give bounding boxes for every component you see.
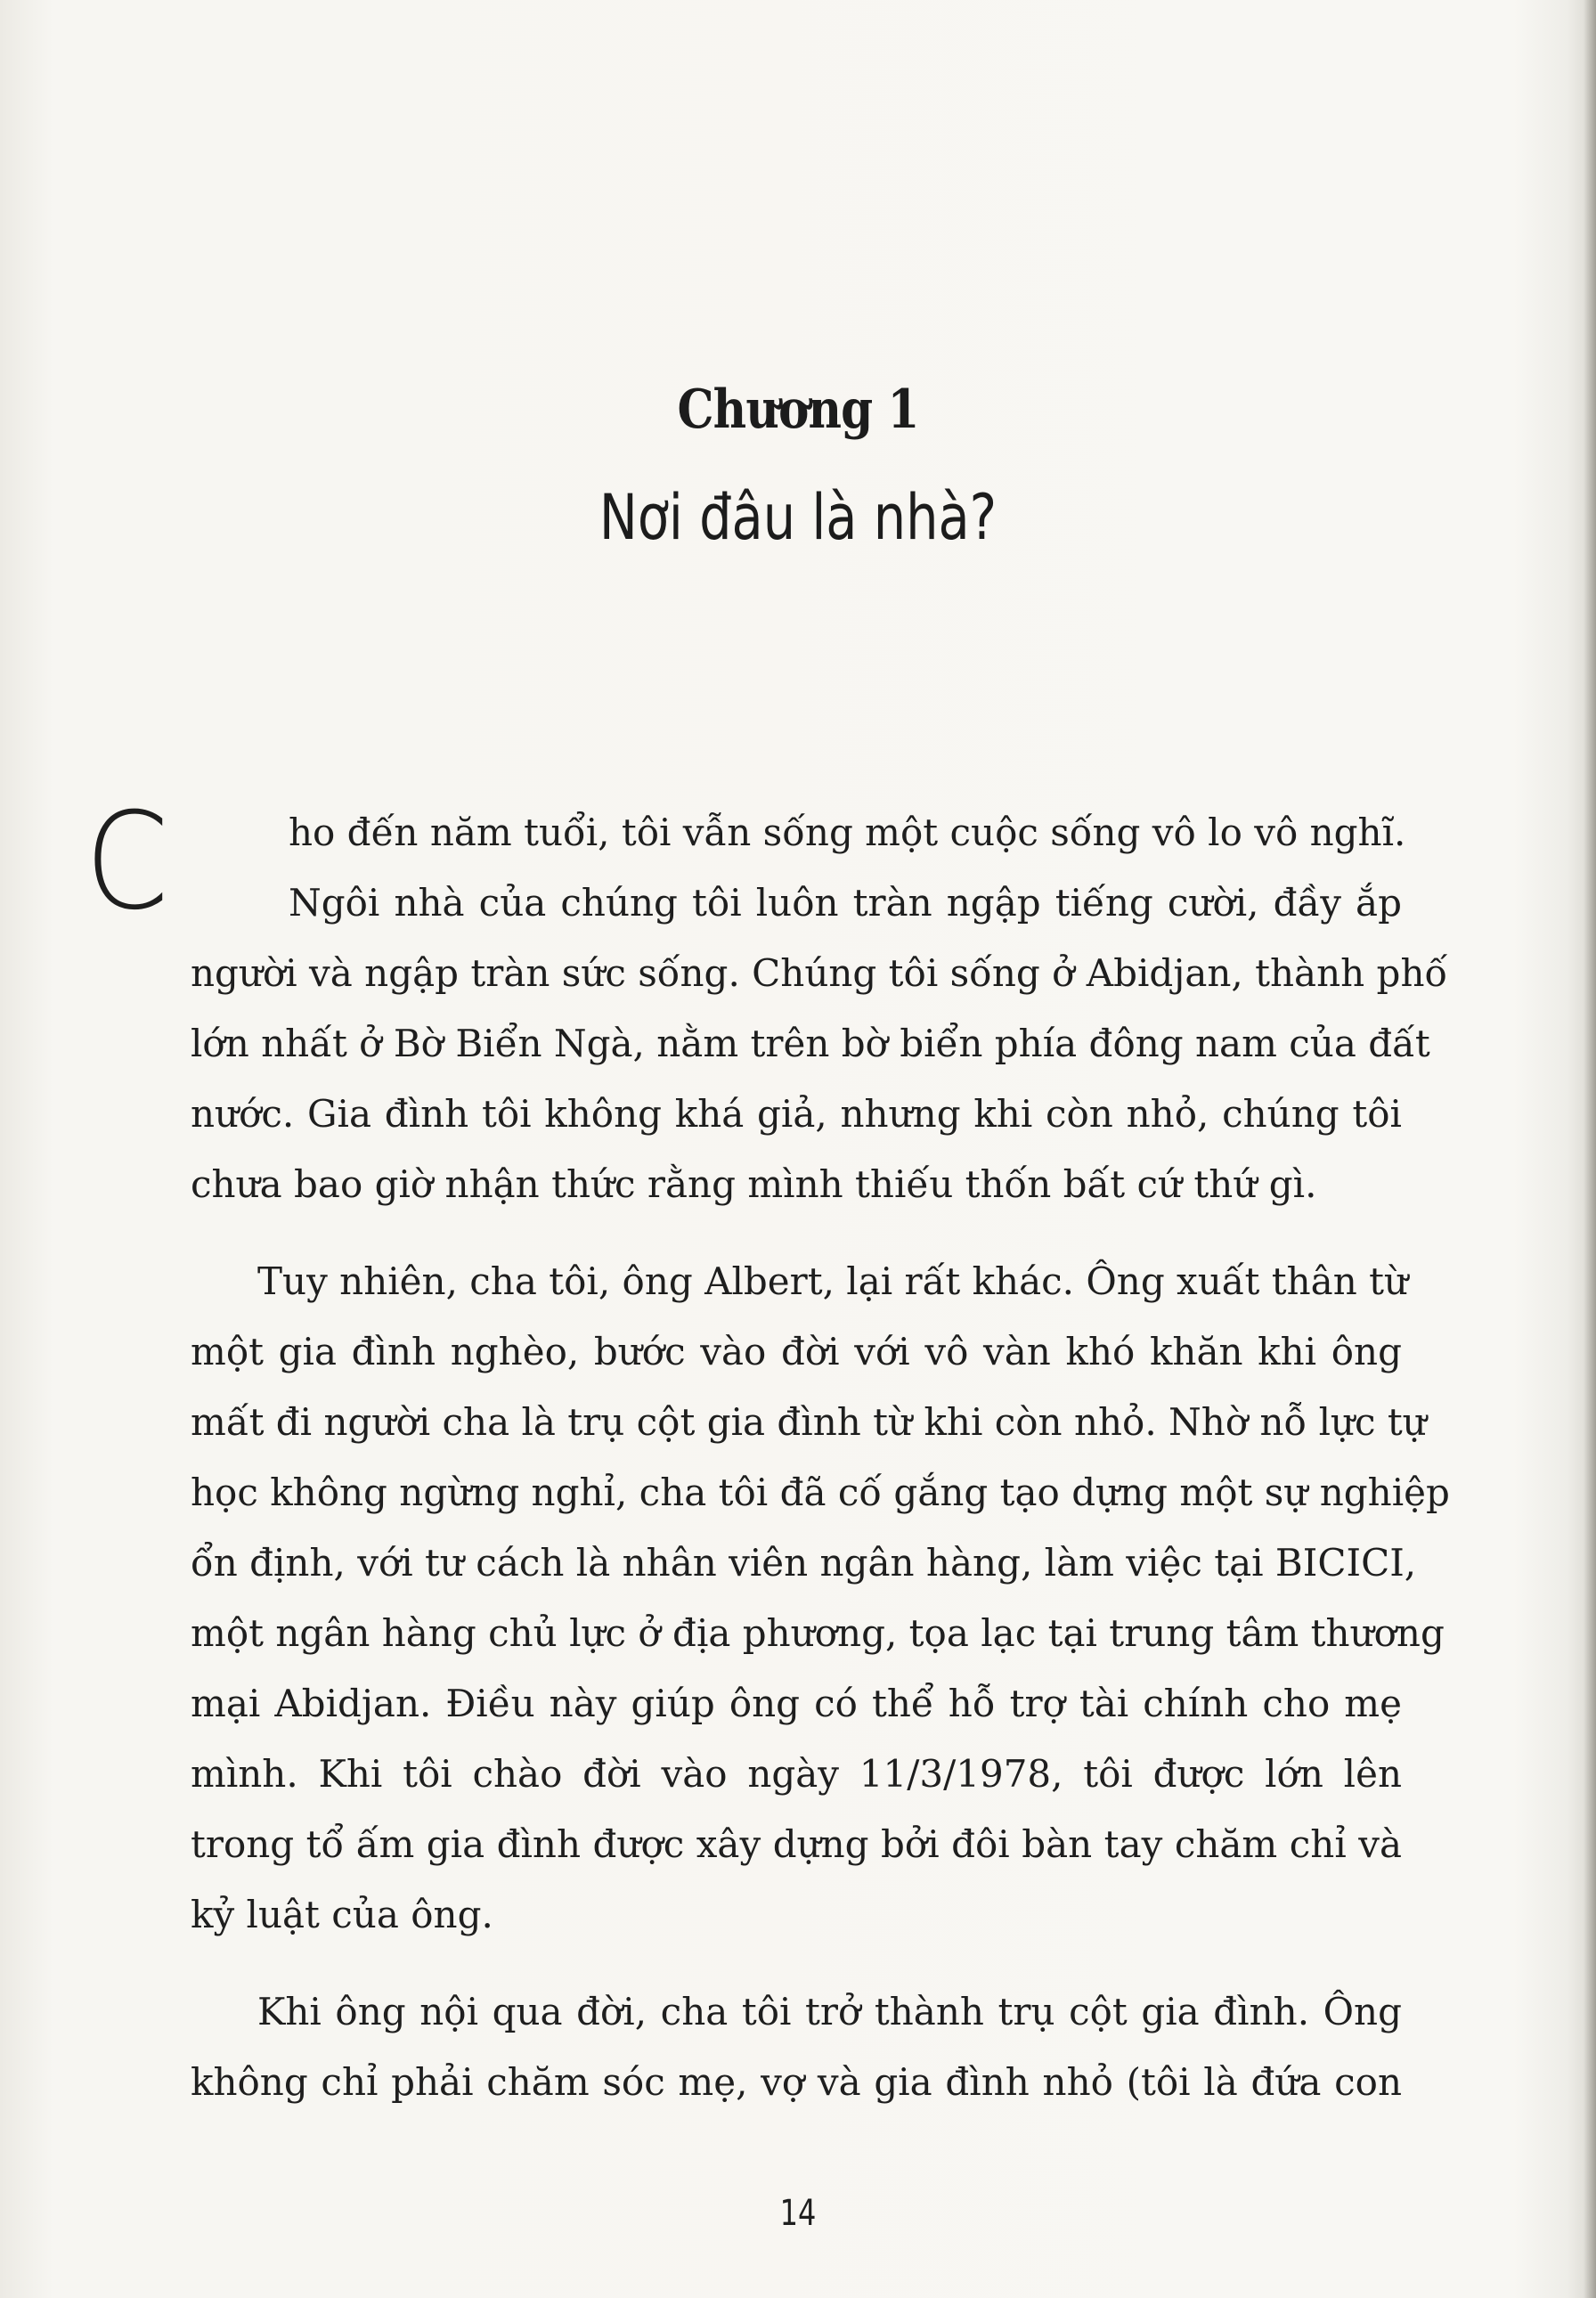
text-line: mại Abidjan. Điều này giúp ông có thể hỗ trợ tài chính cho mẹ bbox=[191, 1682, 1402, 1725]
text-line: người và ngập tràn sức sống. Chúng tôi sống ở Abidjan, thành phố bbox=[191, 951, 1448, 995]
text-line: Khi ông nội qua đời, cha tôi trở thành trụ cột gia đình. Ông bbox=[257, 1990, 1402, 2033]
paragraph-2 bbox=[191, 1246, 1450, 1950]
chapter-title: Nơi đâu là nhà? bbox=[598, 481, 998, 554]
text-line: trong tổ ấm gia đình được xây dựng bởi đôi bàn tay chăm chỉ và bbox=[191, 1822, 1402, 1866]
text-line: lớn nhất ở Bờ Biển Ngà, nằm trên bờ biển phía đông nam của đất bbox=[191, 1022, 1430, 1065]
text-line: Ngôi nhà của chúng tôi luôn tràn ngập tiếng cười, đầy ắp bbox=[289, 881, 1402, 925]
text-line: không chỉ phải chăm sóc mẹ, vợ và gia đình nhỏ (tôi là đứa con bbox=[191, 2060, 1402, 2104]
text-line: ổn định, với tư cách là nhân viên ngân hàng, làm việc tại BICICI, bbox=[191, 1541, 1417, 1585]
text-line: nước. Gia đình tôi không khá giả, nhưng khi còn nhỏ, chúng tôi bbox=[191, 1092, 1402, 1136]
paragraph-1 bbox=[191, 797, 1448, 1219]
drop-cap: C bbox=[85, 785, 169, 940]
text-line: mất đi người cha là trụ cột gia đình từ khi còn nhỏ. Nhờ nỗ lực tự bbox=[191, 1400, 1427, 1444]
text-line: chưa bao giờ nhận thức rằng mình thiếu thốn bất cứ thứ gì. bbox=[191, 1162, 1317, 1206]
page-edge-shadow bbox=[1584, 0, 1596, 2298]
paragraph-3 bbox=[191, 1976, 1402, 2117]
text-line: một ngân hàng chủ lực ở địa phương, tọa lạc tại trung tâm thương bbox=[191, 1611, 1445, 1655]
text-line: mình. Khi tôi chào đời vào ngày 11/3/1978, tôi được lớn lên bbox=[191, 1752, 1402, 1796]
body-text bbox=[191, 797, 1450, 2117]
page-number: 14 bbox=[779, 2193, 817, 2234]
text-line: học không ngừng nghỉ, cha tôi đã cố gắng tạo dựng một sự nghiệp bbox=[191, 1471, 1450, 1514]
chapter-label: Chương 1 bbox=[677, 379, 919, 441]
text-line: Tuy nhiên, cha tôi, ông Albert, lại rất khác. Ông xuất thân từ bbox=[257, 1259, 1409, 1303]
text-line: kỷ luật của ông. bbox=[191, 1893, 493, 1936]
text-line: ho đến năm tuổi, tôi vẫn sống một cuộc sống vô lo vô nghĩ. bbox=[289, 811, 1406, 854]
text-line: một gia đình nghèo, bước vào đời với vô vàn khó khăn khi ông bbox=[191, 1330, 1402, 1373]
